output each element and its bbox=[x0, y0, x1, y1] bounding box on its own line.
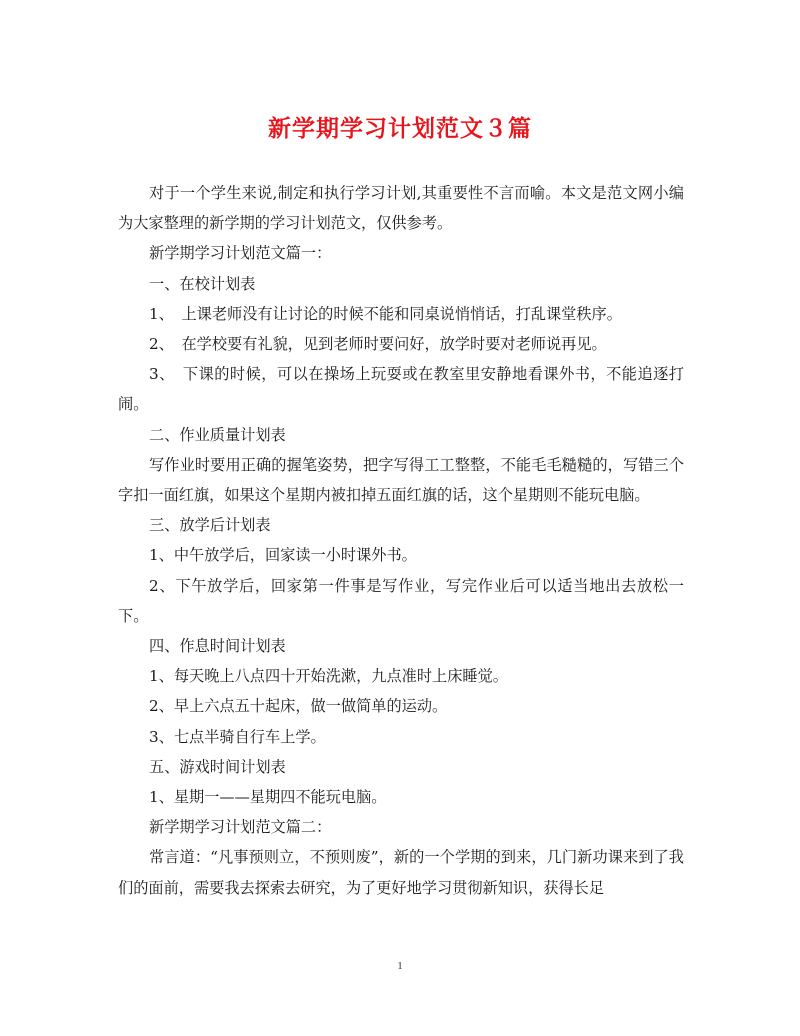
list-item: 1、每天晚上八点四十开始洗漱，九点准时上床睡觉。 bbox=[149, 667, 508, 686]
heading-article-two: 新学期学习计划范文篇二： bbox=[149, 818, 332, 837]
list-item: 1、 上课老师没有让讨论的时候不能和同桌说悄悄话，打乱课堂秩序。 bbox=[149, 304, 622, 323]
list-item: 1、中午放学后，回家读一小时课外书。 bbox=[149, 546, 417, 565]
section-heading-schedule-plan: 四、作息时间计划表 bbox=[149, 637, 286, 656]
paragraph-article-two-opening: 常言道：“凡事预则立，不预则废”，新的一个学期的到来，几门新功课来到了我们的面前，需要我去探索去研究，为了更好地学习贯彻新知识，获得长足 bbox=[118, 848, 684, 897]
list-item: 2、下午放学后，回家第一件事是写作业，写完作业后可以适当地出去放松一下。 bbox=[118, 576, 684, 625]
section-heading-game-time-plan: 五、游戏时间计划表 bbox=[149, 757, 286, 776]
page-number: 1 bbox=[397, 960, 403, 972]
section-heading-after-school-plan: 三、放学后计划表 bbox=[149, 516, 271, 535]
section-heading-school-plan: 一、在校计划表 bbox=[149, 274, 256, 293]
document-body bbox=[118, 178, 684, 903]
list-item: 2、早上六点五十起床，做一做简单的运动。 bbox=[149, 697, 448, 716]
paragraph-intro: 对于一个学生来说,制定和执行学习计划,其重要性不言而喻。本文是范文网小编为大家整理的新学期的学习计划范文，仅供参考。 bbox=[118, 184, 684, 233]
document-title: 新学期学习计划范文３篇 bbox=[268, 115, 532, 142]
heading-article-one: 新学期学习计划范文篇一： bbox=[149, 244, 332, 263]
list-item: 3、七点半骑自行车上学。 bbox=[149, 727, 326, 746]
paragraph-homework: 写作业时要用正确的握笔姿势，把字写得工工整整，不能毛毛糙糙的，写错三个字扣一面红旗，如果这个星期内被扣掉五面红旗的话，这个星期则不能玩电脑。 bbox=[118, 455, 684, 505]
list-item: 1、星期一——星期四不能玩电脑。 bbox=[149, 788, 387, 807]
list-item: 2、 在学校要有礼貌，见到老师时要问好，放学时要对老师说再见。 bbox=[149, 335, 607, 354]
list-item: 3、 下课的时候，可以在操场上玩耍或在教室里安静地看课外书，不能追逐打闹。 bbox=[118, 365, 684, 414]
section-heading-homework-plan: 二、作业质量计划表 bbox=[149, 425, 286, 444]
